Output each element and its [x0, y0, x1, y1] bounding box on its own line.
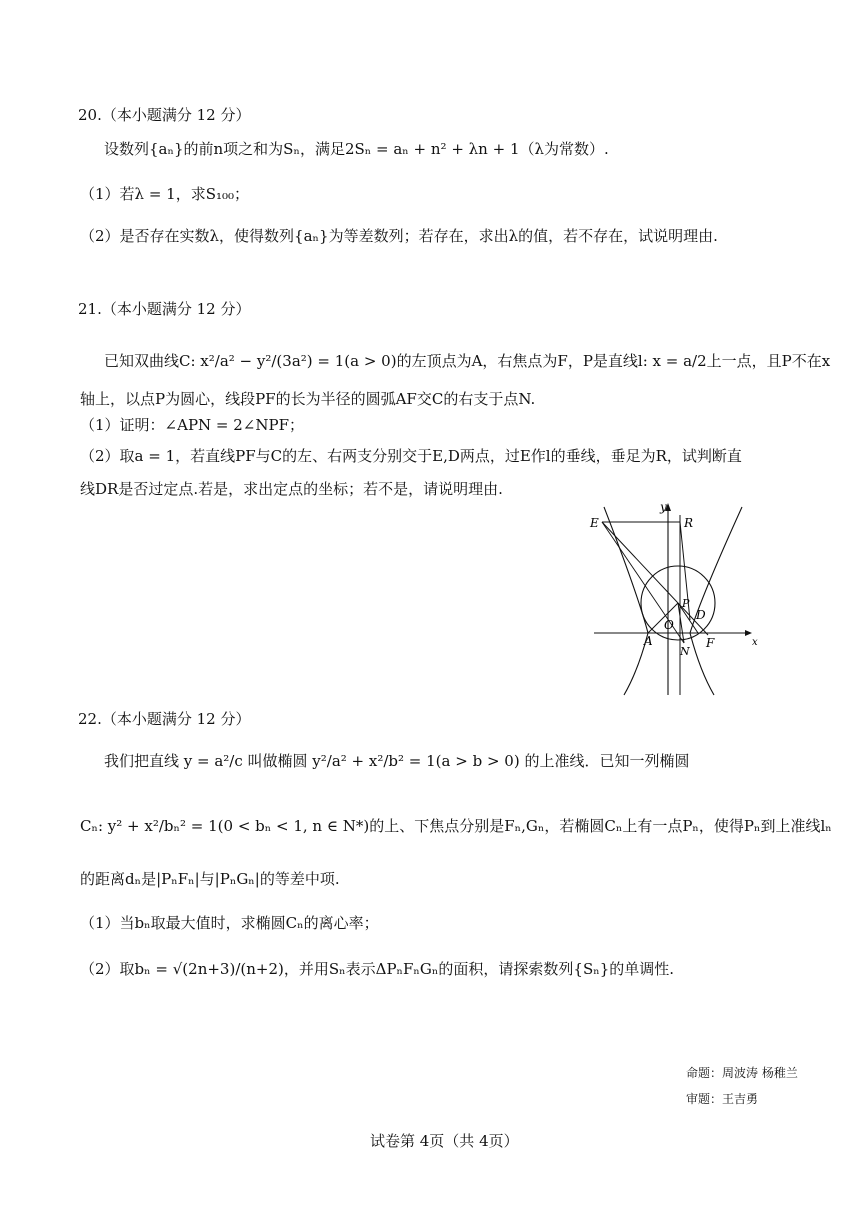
q22-heading: 22.（本小题满分 12 分） — [78, 710, 251, 728]
q22-stem-a: 我们把直线 y = a²/c 叫做椭圆 y²/a² + x²/b² = 1(a > b > 0) 的上准线．已知一列椭圆 — [104, 752, 690, 770]
q20-part2: （2）是否存在实数λ，使得数列{aₙ}为等差数列；若存在，求出λ的值，若不存在，试说明理由. — [80, 227, 718, 245]
q22-stem-b: Cₙ: y² + x²/bₙ² = 1(0 < bₙ < 1, n ∈ N*)的上、下焦点分别是Fₙ,Gₙ，若椭圆Cₙ上有一点Pₙ，使得Pₙ到上准线lₙ — [80, 817, 832, 835]
label-x: x — [752, 637, 758, 648]
label-p: P — [682, 597, 690, 610]
q21-part2-b: 线DR是否过定点.若是，求出定点的坐标；若不是，请说明理由. — [80, 480, 503, 498]
label-d: D — [696, 608, 706, 622]
q20-part1: （1）若λ = 1，求S₁₀₀； — [80, 185, 250, 203]
q22-part2: （2）取bₙ = √(2n+3)/(n+2)，并用Sₙ表示ΔPₙFₙGₙ的面积，请探索数列{Sₙ}的单调性. — [80, 960, 675, 978]
q20-heading: 20.（本小题满分 12 分） — [78, 106, 251, 124]
label-o: O — [664, 618, 674, 632]
page-number: 试卷第 4页（共 4页） — [370, 1132, 519, 1150]
hyperbola-figure — [580, 495, 770, 700]
q20-stem: 设数列{aₙ}的前n项之和为Sₙ，满足2Sₙ = aₙ + n² + λn + 1（λ为常数）. — [104, 140, 609, 158]
author-credit: 命题：周波涛 杨稚兰 — [686, 1066, 798, 1080]
label-r: R — [684, 516, 694, 530]
label-f: F — [706, 636, 715, 650]
q22-part1: （1）当bₙ取最大值时，求椭圆Cₙ的离心率； — [80, 914, 379, 932]
q21-part2-a: （2）取a = 1，若直线PF与C的左、右两支分别交于E,D两点，过E作l的垂线，垂足为R，试判断直 — [80, 447, 742, 465]
label-n: N — [680, 645, 690, 658]
label-a: A — [644, 634, 653, 648]
q21-heading: 21.（本小题满分 12 分） — [78, 300, 251, 318]
label-y: y — [660, 500, 667, 514]
q21-part1: （1）证明：∠APN = 2∠NPF； — [80, 416, 305, 434]
label-e: E — [590, 516, 599, 530]
q21-stem-b: 轴上，以点P为圆心，线段PF的长为半径的圆弧AF交C的右支于点N. — [80, 390, 536, 408]
q22-stem-c: 的距离dₙ是|PₙFₙ|与|PₙGₙ|的等差中项. — [80, 870, 340, 888]
q21-stem-a: 已知双曲线C: x²/a² − y²/(3a²) = 1(a > 0)的左顶点为A，右焦点为F，P是直线l: x = a/2上一点，且P不在x — [104, 352, 831, 370]
reviewer-credit: 审题：王吉勇 — [686, 1092, 759, 1106]
